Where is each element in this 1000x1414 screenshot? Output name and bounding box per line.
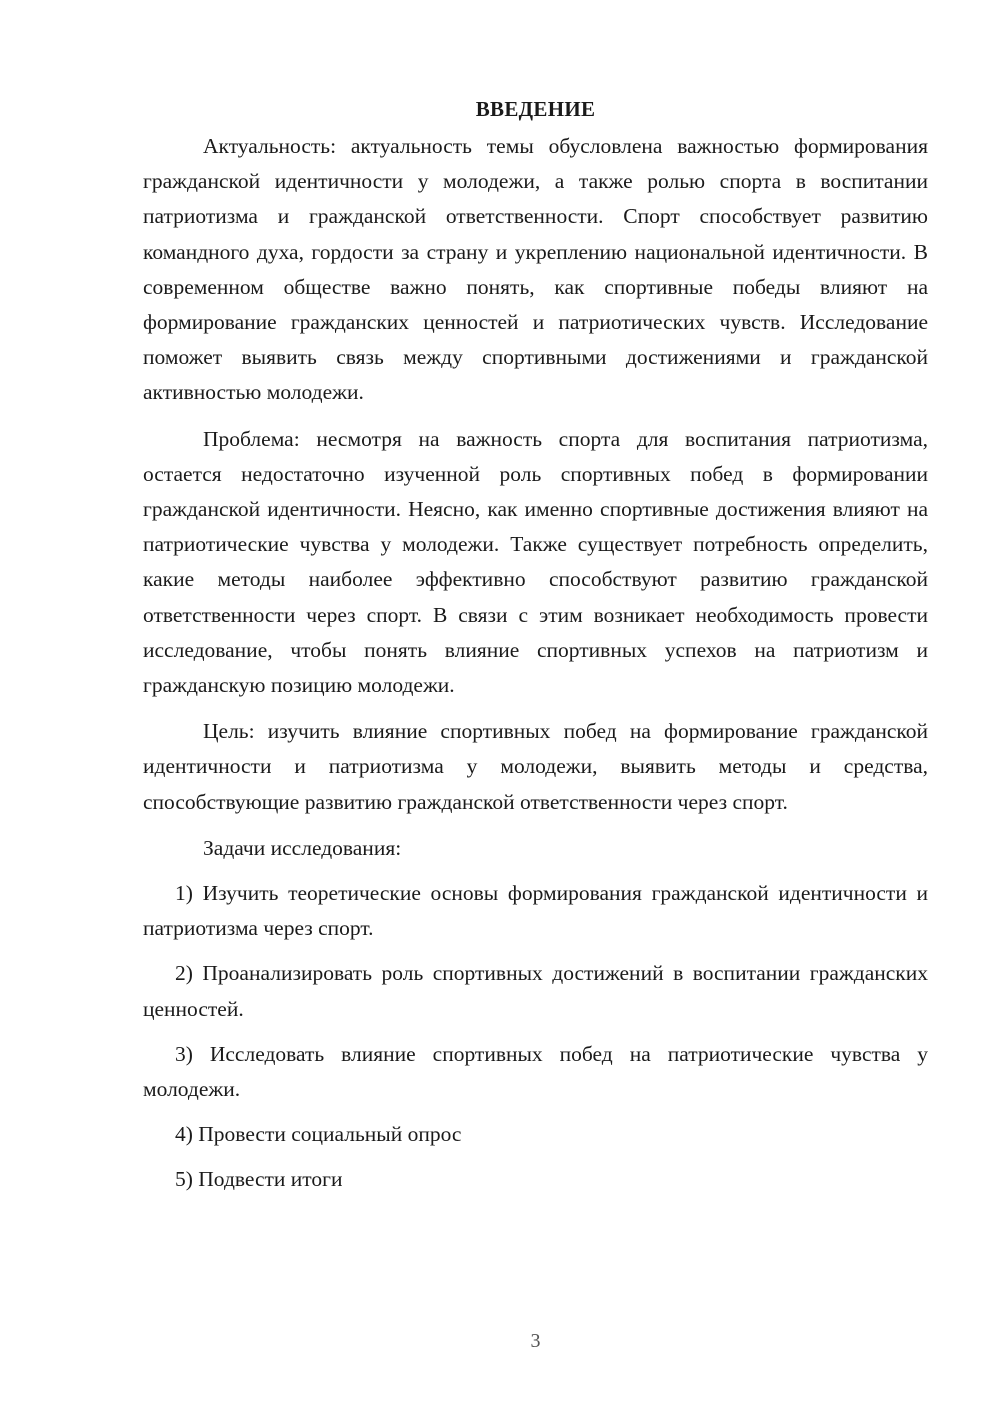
tasks-list bbox=[143, 876, 928, 1198]
document-page bbox=[143, 92, 928, 1198]
page-number: 3 bbox=[530, 1330, 541, 1352]
task-item-5: 5) Подвести итоги bbox=[175, 1167, 343, 1192]
tasks-heading: Задачи исследования: bbox=[203, 835, 402, 860]
paragraph-goal: Цель: изучить влияние спортивных побед на формирование гражданской идентичности и патриотизма у молодежи, выявить методы и средства, способствующие развитию гражданской ответственности через спорт. bbox=[143, 719, 928, 814]
document-title: ВВЕДЕНИЕ bbox=[475, 97, 596, 121]
task-item-3: 3) Исследовать влияние спортивных побед на патриотические чувства у молодежи. bbox=[143, 1041, 928, 1102]
task-item-4: 4) Провести социальный опрос bbox=[175, 1122, 462, 1147]
task-item-2: 2) Проанализировать роль спортивных достижений в воспитании гражданских ценностей. bbox=[143, 961, 928, 1021]
paragraph-relevance: Актуальность: актуальность темы обусловлена важностью формирования гражданской идентичности у молодежи, а также ролью спорта в воспитании патриотизма и гражданской ответственности. Спорт способствует развитию командного духа, гордости за страну и укреплению национальной идентичности. В современном обществе важно понять, как спортивные победы влияют на формирование гражданских ценностей и патриотических чувств. Исследование поможет выявить связь между спортивными достижениями и гражданской активностью молодежи. bbox=[143, 134, 928, 405]
task-item-1: 1) Изучить теоретические основы формирования гражданской идентичности и патриотизма через спорт. bbox=[143, 881, 928, 941]
paragraph-problem: Проблема: несмотря на важность спорта для воспитания патриотизма, остается недостаточно изученной роль спортивных побед в формировании гражданской идентичности. Неясно, как именно спортивные достижения влияют на патриотические чувства у молодежи. Также существует потребность определить, какие методы наиболее эффективно способствуют развитию гражданской ответственности через спорт. В связи с этим возникает необходимость провести исследование, чтобы понять влияние спортивных успехов на патриотизм и гражданскую позицию молодежи. bbox=[143, 426, 928, 698]
